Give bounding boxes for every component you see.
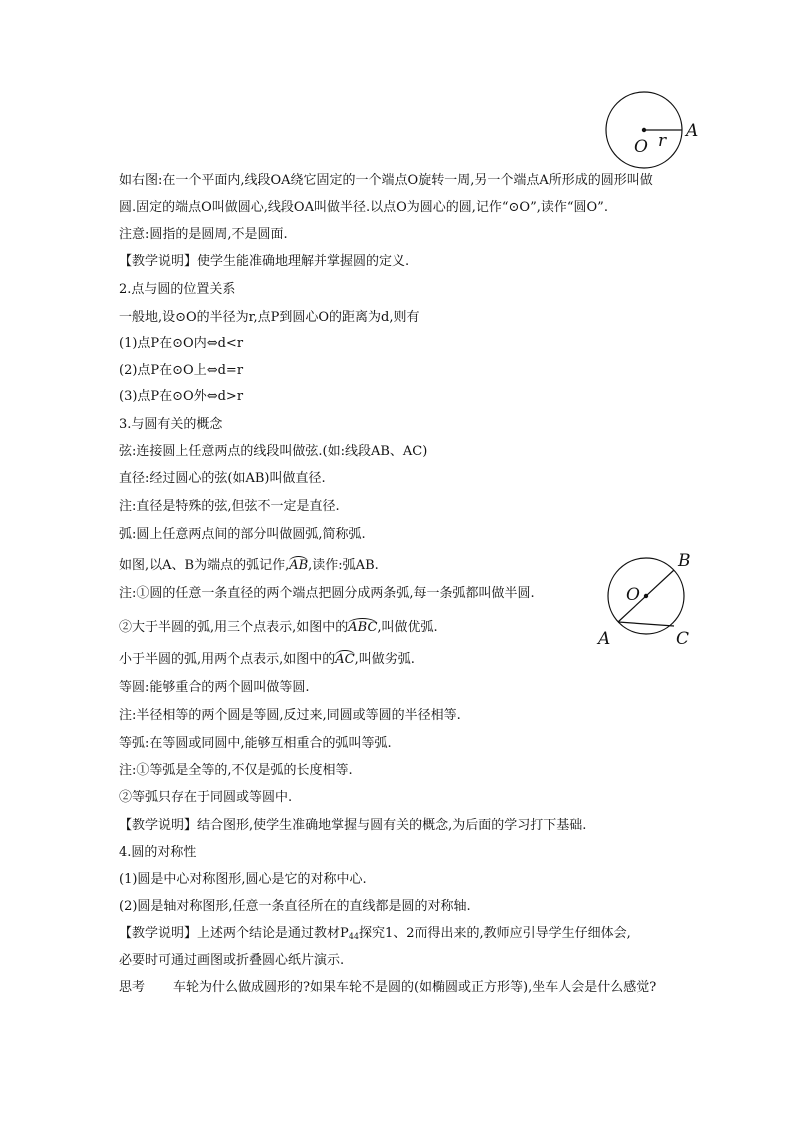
center-point xyxy=(642,128,646,132)
circle-chord-figure xyxy=(592,548,702,652)
major-arc-post: ,叫做优弧. xyxy=(377,620,438,635)
major-arc-pre: ②大于半圆的弧,用三个点表示,如图中的 xyxy=(119,620,349,635)
teaching-note-3-post: 探究1、2而得出来的,教师应引导学生仔细体会, xyxy=(358,926,631,941)
section-4-title: 4.圆的对称性 xyxy=(119,845,197,860)
position-outside: (3)点P在⊙O外⇔d>r xyxy=(119,389,244,404)
arc-record-post: ,读作:弧AB. xyxy=(308,558,379,573)
textbook-page-number: 44 xyxy=(348,932,359,941)
arc-record-line xyxy=(119,557,379,575)
symmetry-central: (1)圆是中心对称图形,圆心是它的对称中心. xyxy=(119,872,367,887)
arc-symbol-abc: ABC xyxy=(348,620,378,635)
think-text: 车轮为什么做成圆形的?如果车轮不是圆的(如椭圆或正方形等),坐车人会是什么感觉? xyxy=(173,980,657,995)
note-diameter: 注:直径是特殊的弦,但弦不一定是直径. xyxy=(119,499,340,514)
teaching-note-3 xyxy=(119,925,631,946)
section-3-title: 3.与圆有关的概念 xyxy=(119,417,223,432)
arc-symbol-ab: AB xyxy=(289,558,309,573)
teaching-note-3b: 必要时可通过画图或折叠圆心纸片演示. xyxy=(119,953,345,968)
note-circle: 注意:圆指的是圆周,不是圆面. xyxy=(119,227,288,242)
chord-ac xyxy=(618,622,674,626)
teaching-note-2: 【教学说明】结合图形,使学生准确地掌握与圆有关的概念,为后面的学习打下基础. xyxy=(119,818,587,833)
minor-arc-post: ,叫做劣弧. xyxy=(354,652,415,667)
general-statement: 一般地,设⊙O的半径为r,点P到圆心O的距离为d,则有 xyxy=(119,310,420,325)
label-radius-r: r xyxy=(658,131,667,151)
note-equal-arc-2: ②等弧只存在于同圆或等圆中. xyxy=(119,790,293,805)
label-center-o: O xyxy=(634,137,648,157)
position-on: (2)点P在⊙O上⇔d=r xyxy=(119,363,244,378)
label-point-b: B xyxy=(678,551,691,571)
minor-arc-pre: 小于半圆的弧,用两个点表示,如图中的 xyxy=(119,652,336,667)
teaching-note-1: 【教学说明】使学生能准确地理解并掌握圆的定义. xyxy=(119,254,410,269)
arc-record-pre: 如图,以A、B为端点的弧记作, xyxy=(119,558,290,573)
center-point-2 xyxy=(644,594,648,598)
minor-arc-line xyxy=(119,651,415,669)
definition-line-1: 如右图:在一个平面内,线段OA绕它固定的一个端点O旋转一周,另一个端点A所形成的圆形叫做 xyxy=(119,173,653,188)
label-point-a: A xyxy=(686,121,699,141)
label-point-a-2: A xyxy=(598,629,611,649)
note-equal-arc-1: 注:①等弧是全等的,不仅是弧的长度相等. xyxy=(119,763,353,778)
definition-line-2: 圆.固定的端点O叫做圆心,线段OA叫做半径.以点O为圆心的圆,记作“⊙O”,读作“圆O”. xyxy=(119,200,608,215)
label-point-c: C xyxy=(676,629,690,649)
equal-circle-def: 等圆:能够重合的两个圆叫做等圆. xyxy=(119,680,310,695)
teaching-note-3-pre: 【教学说明】上述两个结论是通过教材P xyxy=(119,926,349,941)
note-equal-radius: 注:半径相等的两个圆是等圆,反过来,同圆或等圆的半径相等. xyxy=(119,708,461,723)
diameter-definition: 直径:经过圆心的弦(如AB)叫做直径. xyxy=(119,471,326,486)
semicircle-note: 注:①圆的任意一条直径的两个端点把圆分成两条弧,每一条弧都叫做半圆. xyxy=(119,586,535,601)
symmetry-axial: (2)圆是轴对称图形,任意一条直径所在的直线都是圆的对称轴. xyxy=(119,899,471,914)
major-arc-line xyxy=(119,619,438,637)
chord-definition: 弦:连接圆上任意两点的线段叫做弦.(如:线段AB、AC) xyxy=(119,444,428,459)
label-center-o-2: O xyxy=(626,585,640,605)
arc-definition: 弧:圆上任意两点间的部分叫做圆弧,简称弧. xyxy=(119,527,366,542)
equal-arc-def: 等弧:在等圆或同圆中,能够互相重合的弧叫等弧. xyxy=(119,736,392,751)
think-line xyxy=(119,979,656,997)
arc-symbol-ac: AC xyxy=(335,652,355,667)
position-inside: (1)点P在⊙O内⇔d<r xyxy=(119,336,244,351)
section-2-title: 2.点与圆的位置关系 xyxy=(119,282,236,297)
circle-radius-figure xyxy=(598,90,708,170)
think-label: 思考 xyxy=(119,980,146,995)
